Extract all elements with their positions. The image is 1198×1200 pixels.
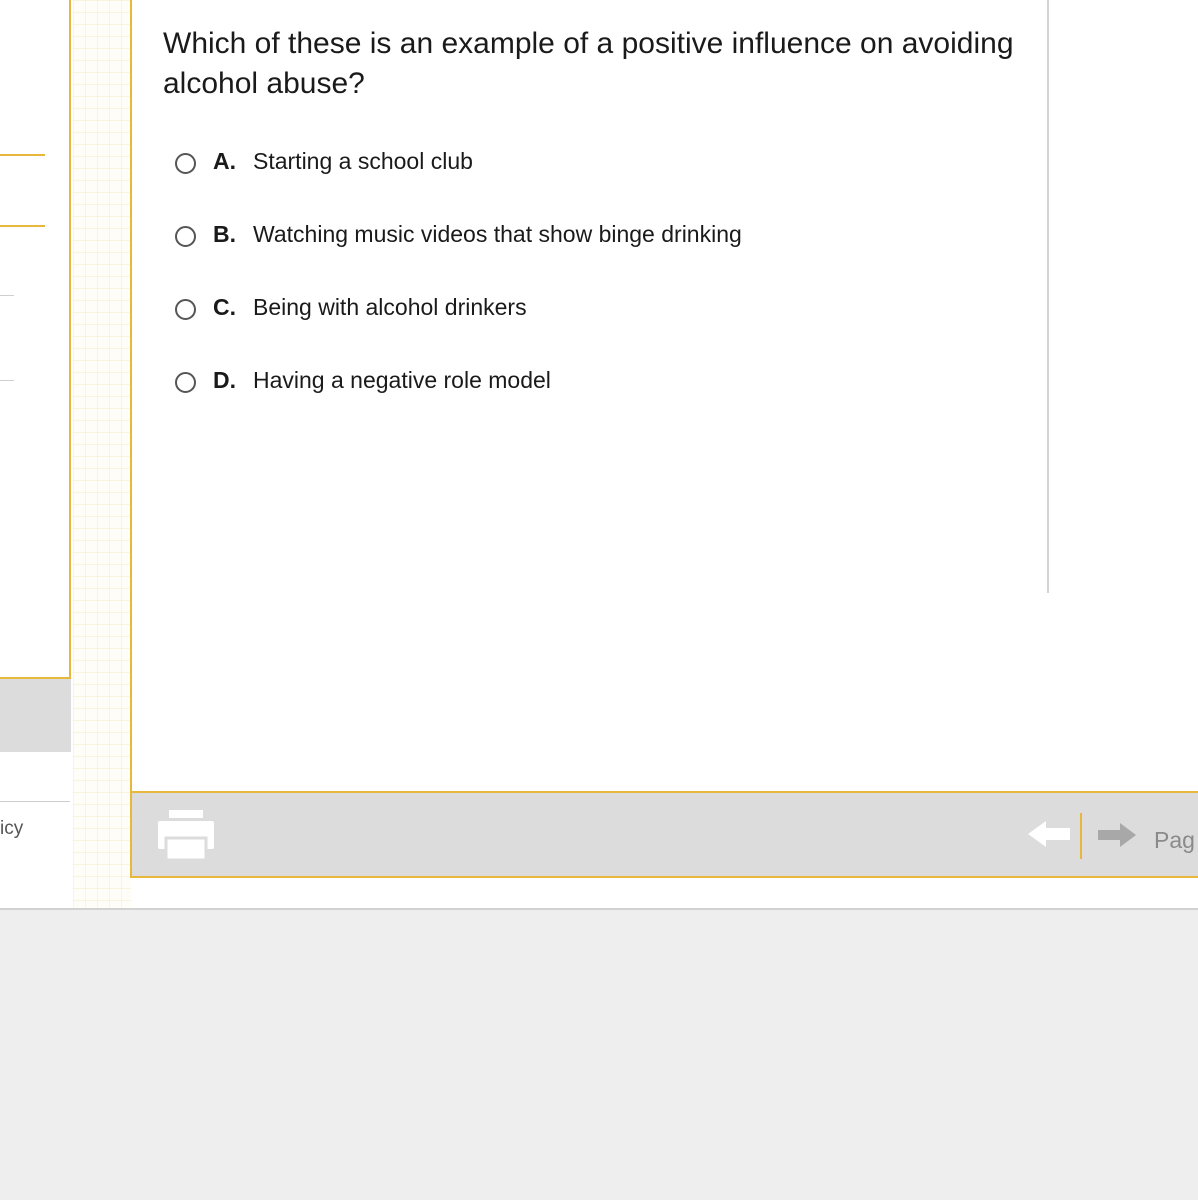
sidebar-divider <box>0 295 14 296</box>
sidebar-divider <box>0 225 45 227</box>
radio-button[interactable] <box>175 226 196 247</box>
radio-button[interactable] <box>175 153 196 174</box>
sidebar-divider <box>0 154 45 156</box>
answer-choice-a[interactable] <box>172 140 742 213</box>
sidebar-divider <box>0 380 14 381</box>
radio-button[interactable] <box>175 372 196 393</box>
choice-letter: D. <box>213 367 236 393</box>
bottom-toolbar <box>130 791 1198 878</box>
choice-text: Having a negative role model <box>253 367 551 393</box>
answer-choices <box>172 140 742 432</box>
page-background <box>0 910 1198 1200</box>
sidebar-footer-panel <box>0 677 71 752</box>
answer-choice-b[interactable] <box>172 213 742 286</box>
question-text: Which of these is an example of a positive influence on avoiding alcohol abuse? <box>163 27 1014 100</box>
arrow-left-icon[interactable] <box>1028 819 1070 849</box>
choice-text: Starting a school club <box>253 148 473 174</box>
nav-divider <box>1080 813 1082 859</box>
choice-text: Watching music videos that show binge drinking <box>253 221 742 247</box>
arrow-right-icon[interactable] <box>1098 821 1136 849</box>
choice-text: Being with alcohol drinkers <box>253 294 527 320</box>
sidebar-footer-divider <box>0 801 70 802</box>
choice-letter: C. <box>213 294 236 320</box>
page-label: Pag <box>1154 827 1195 853</box>
sidebar-panel <box>0 0 71 752</box>
choice-letter: A. <box>213 148 236 174</box>
radio-button[interactable] <box>175 299 196 320</box>
choice-letter: B. <box>213 221 236 247</box>
printer-icon[interactable] <box>156 807 216 863</box>
answer-choice-c[interactable] <box>172 286 742 359</box>
content-right-border <box>1047 0 1049 593</box>
privacy-policy-link[interactable]: icy <box>0 818 24 839</box>
background-grid <box>73 0 131 910</box>
answer-choice-d[interactable] <box>172 359 742 432</box>
